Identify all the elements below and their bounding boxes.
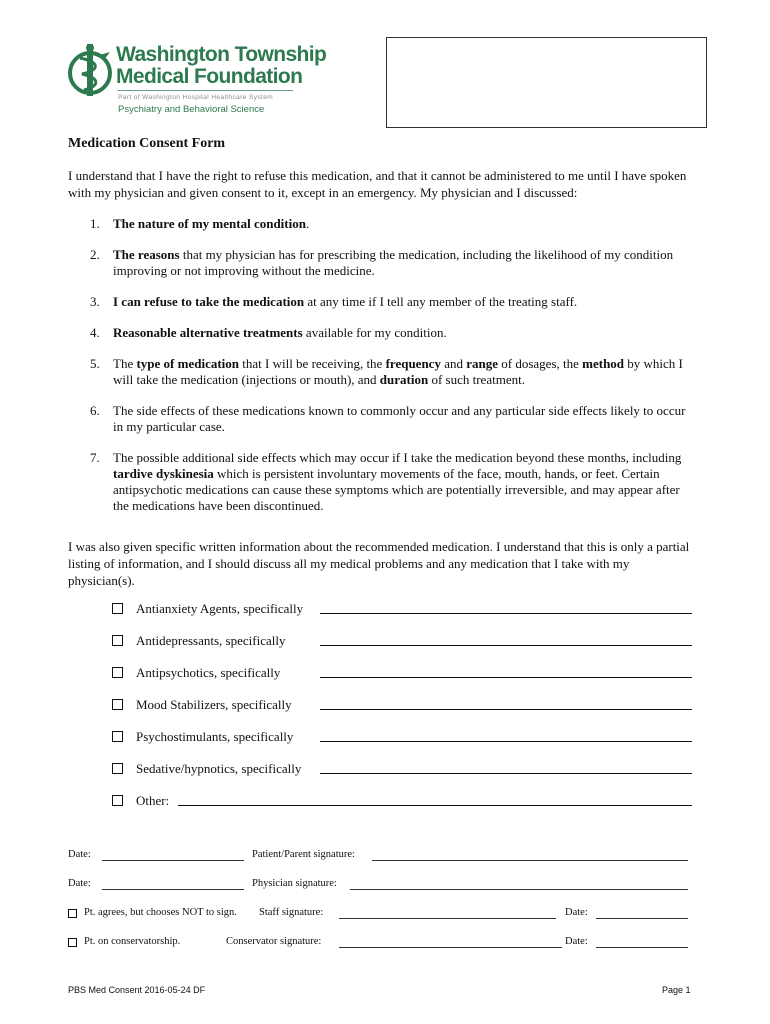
date-label: Date: (565, 907, 588, 918)
patient-signature-label: Patient/Parent signature: (252, 849, 355, 860)
medication-option-mood-stabilizers: Mood Stabilizers, specifically (112, 697, 692, 729)
page-number: Page 1 (662, 985, 691, 995)
medication-option-antidepressants: Antidepressants, specifically (112, 633, 692, 665)
logo-divider (118, 90, 293, 91)
physician-signature-row (68, 878, 690, 894)
checkbox[interactable] (112, 731, 123, 742)
date-label: Date: (68, 878, 91, 889)
checkbox[interactable] (112, 699, 123, 710)
physician-signature-field[interactable] (350, 889, 688, 890)
list-item: 4. Reasonable alternative treatments available for my condition. (90, 325, 447, 340)
conservator-signature-row (68, 936, 690, 952)
date-field[interactable] (596, 918, 688, 919)
checkbox[interactable] (112, 763, 123, 774)
specify-line[interactable] (320, 773, 692, 774)
pt-agrees-label: Pt. agrees, but chooses NOT to sign. (84, 907, 237, 918)
conservator-signature-label: Conservator signature: (226, 936, 322, 947)
specify-line[interactable] (320, 709, 692, 710)
list-item: 2. The reasons that my physician has for prescribing the medication, including the likelihood of my condition improving or not improving without the medicine. (90, 247, 674, 278)
pt-conservatorship-label: Pt. on conservatorship. (84, 936, 181, 947)
checkbox[interactable] (112, 635, 123, 646)
checkbox[interactable] (112, 667, 123, 678)
list-item: 1. The nature of my mental condition. (90, 216, 310, 231)
medication-option-other: Other: (112, 793, 692, 825)
specify-line[interactable] (178, 805, 692, 806)
form-title: Medication Consent Form (68, 136, 226, 151)
specify-line[interactable] (320, 741, 692, 742)
caduceus-emblem-icon (66, 42, 118, 98)
date-field[interactable] (596, 947, 688, 948)
medication-option-psychostimulants: Psychostimulants, specifically (112, 729, 692, 761)
department-name: Psychiatry and Behavioral Science (118, 104, 265, 115)
document-id: PBS Med Consent 2016-05-24 DF (68, 985, 206, 995)
staff-signature-row (68, 907, 690, 923)
medication-option-antianxiety: Antianxiety Agents, specifically (112, 601, 692, 633)
specify-line[interactable] (320, 613, 692, 614)
patient-signature-field[interactable] (372, 860, 688, 861)
staff-signature-field[interactable] (339, 918, 556, 919)
patient-label-box (386, 37, 707, 128)
staff-signature-label: Staff signature: (259, 907, 324, 918)
list-item: 6. The side effects of these medications known to commonly occur and any particular side effects likely to occur in my particular case. (90, 403, 686, 434)
specify-line[interactable] (320, 677, 692, 678)
medication-option-sedative-hypnotics: Sedative/hypnotics, specifically (112, 761, 692, 793)
organization-name: Washington Township Medical Foundation (116, 43, 327, 88)
date-field[interactable] (102, 889, 244, 890)
organization-logo (66, 40, 327, 120)
specify-line[interactable] (320, 645, 692, 646)
list-item: 7. The possible additional side effects which may occur if I take the medication beyond these months, including tardive dyskinesia which is persistent involuntary movements of the face, mouth, hands, or feet. Certain antipsychotic medications can cause these symptoms which are potentially irreversible, and may appear after the medications have been discontinued. (90, 450, 682, 513)
checkbox[interactable] (68, 909, 77, 918)
checkbox[interactable] (112, 795, 123, 806)
list-item: 5. The type of medication that I will be receiving, the frequency and range of dosages, the method by which I will take the medication (injections or mouth), and duration of such treatment. (90, 356, 683, 387)
intro-paragraph: I understand that I have the right to refuse this medication, and that it cannot be administered to me until I have spoken with my physician and given consent to it, except in an emergency. My physician and I discussed: (68, 168, 687, 200)
affiliation-text: Part of Washington Hospital Healthcare System (118, 94, 274, 101)
conservator-signature-field[interactable] (339, 947, 562, 948)
physician-signature-label: Physician signature: (252, 878, 337, 889)
medication-option-antipsychotics: Antipsychotics, specifically (112, 665, 692, 697)
checkbox[interactable] (112, 603, 123, 614)
discussion-points-list (68, 216, 698, 529)
medication-class-checklist (112, 601, 692, 825)
patient-signature-row (68, 849, 690, 865)
date-label: Date: (565, 936, 588, 947)
written-info-paragraph: I was also given specific written information about the recommended medication. I understand that this is only a partial listing of information, and I should discuss all my medical problems and any medication that I take with my physician(s). (68, 539, 690, 588)
list-item: 3. I can refuse to take the medication at any time if I tell any member of the treating staff. (90, 294, 578, 309)
checkbox[interactable] (68, 938, 77, 947)
date-field[interactable] (102, 860, 244, 861)
date-label: Date: (68, 849, 91, 860)
